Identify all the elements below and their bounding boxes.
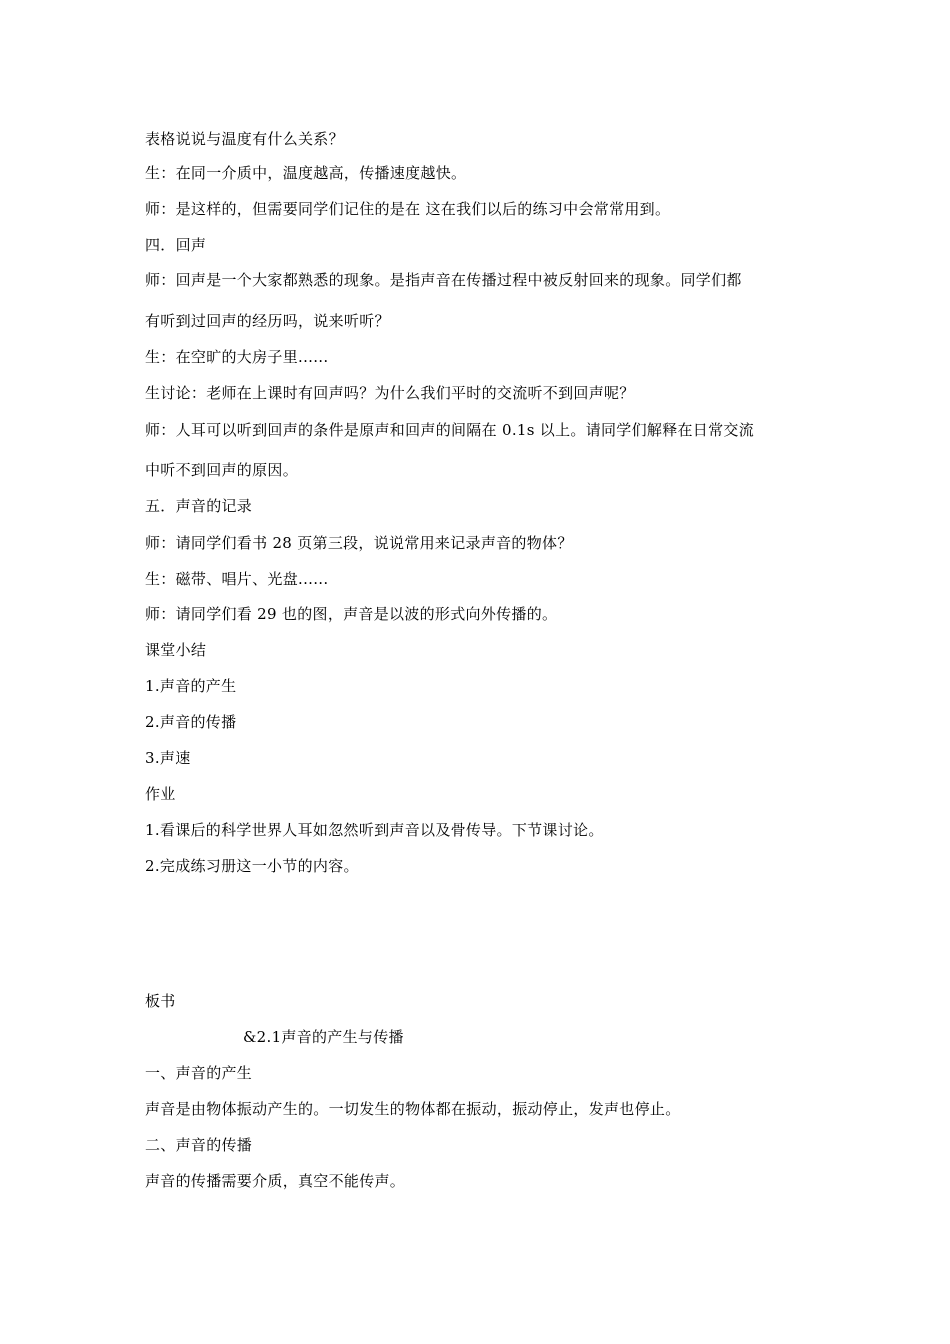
text-line: 生：在空旷的大房子里...... — [145, 348, 329, 366]
section-heading: 课堂小结 — [145, 641, 207, 659]
board-line: 一、声音的产生 — [145, 1064, 253, 1082]
board-line: 二、声音的传播 — [145, 1136, 253, 1154]
text-line: 表格说说与温度有什么关系？ — [145, 130, 344, 148]
text-line: 师：请同学们看书 28 页第三段，说说常用来记录声音的物体？ — [145, 534, 573, 552]
list-item: 2.声音的传播 — [145, 713, 237, 731]
text-line: 中听不到回声的原因。 — [145, 461, 299, 479]
text-line: 师：回声是一个大家都熟悉的现象。是指声音在传播过程中被反射回来的现象。同学们都 — [145, 271, 742, 289]
board-title: &2.1声音的产生与传播 — [243, 1028, 404, 1046]
text-line: 生：磁带、唱片、光盘...... — [145, 570, 329, 588]
list-item: 2.完成练习册这一小节的内容。 — [145, 857, 359, 875]
section-heading: 作业 — [145, 785, 176, 803]
text-line: 生讨论：老师在上课时有回声吗？为什么我们平时的交流听不到回声呢？ — [145, 384, 635, 402]
list-item: 1.看课后的科学世界人耳如忽然听到声音以及骨传导。下节课讨论。 — [145, 821, 604, 839]
section-heading: 五．声音的记录 — [145, 497, 253, 515]
list-item: 3.声速 — [145, 749, 191, 767]
board-line: 声音的传播需要介质，真空不能传声。 — [145, 1172, 406, 1190]
list-item: 1.声音的产生 — [145, 677, 237, 695]
section-heading: 四．回声 — [145, 236, 207, 254]
text-line: 有听到过回声的经历吗，说来听听？ — [145, 312, 390, 330]
text-line: 师：人耳可以听到回声的条件是原声和回声的间隔在 0.1s 以上。请同学们解释在日常交流 — [145, 421, 754, 439]
text-line: 生：在同一介质中，温度越高，传播速度越快。 — [145, 164, 467, 182]
text-line: 师：请同学们看 29 也的图，声音是以波的形式向外传播的。 — [145, 605, 558, 623]
text-line: 师：是这样的，但需要同学们记住的是在 这在我们以后的练习中会常常用到。 — [145, 200, 671, 218]
board-heading: 板书 — [145, 992, 176, 1010]
board-line: 声音是由物体振动产生的。一切发生的物体都在振动，振动停止，发声也停止。 — [145, 1100, 681, 1118]
